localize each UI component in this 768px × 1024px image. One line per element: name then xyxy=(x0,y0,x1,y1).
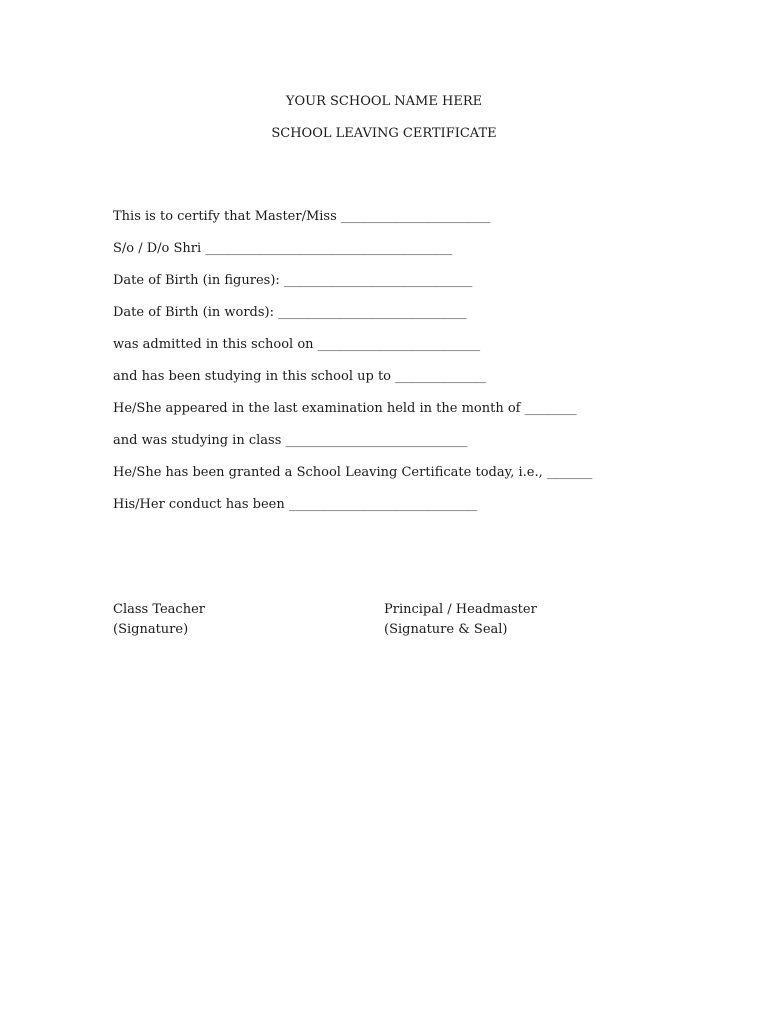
principal-signature xyxy=(384,600,537,640)
class-teacher-title: Class Teacher xyxy=(113,602,205,617)
field-conduct: His/Her conduct has been _____________________________ xyxy=(113,497,478,512)
field-dob-figures: Date of Birth (in figures): _____________________________ xyxy=(113,273,473,288)
field-leaving-date: He/She has been granted a School Leaving Certificate today, i.e., _______ xyxy=(113,465,593,480)
field-admission-date: was admitted in this school on _________________________ xyxy=(113,337,481,352)
field-parent-name: S/o / D/o Shri ______________________________________ xyxy=(113,241,453,256)
field-studying-up-to: and has been studying in this school up to ______________ xyxy=(113,369,487,384)
principal-note: (Signature & Seal) xyxy=(384,622,508,637)
principal-title: Principal / Headmaster xyxy=(384,602,537,617)
field-dob-words: Date of Birth (in words): _____________________________ xyxy=(113,305,467,320)
field-last-exam-month: He/She appeared in the last examination held in the month of ________ xyxy=(113,401,577,416)
certificate-title: SCHOOL LEAVING CERTIFICATE xyxy=(271,126,497,141)
field-student-name: This is to certify that Master/Miss _______________________ xyxy=(113,209,491,224)
field-class: and was studying in class ____________________________ xyxy=(113,433,468,448)
school-name: YOUR SCHOOL NAME HERE xyxy=(285,94,483,109)
class-teacher-signature xyxy=(113,600,205,640)
class-teacher-note: (Signature) xyxy=(113,622,189,637)
certificate-fields xyxy=(113,208,592,528)
